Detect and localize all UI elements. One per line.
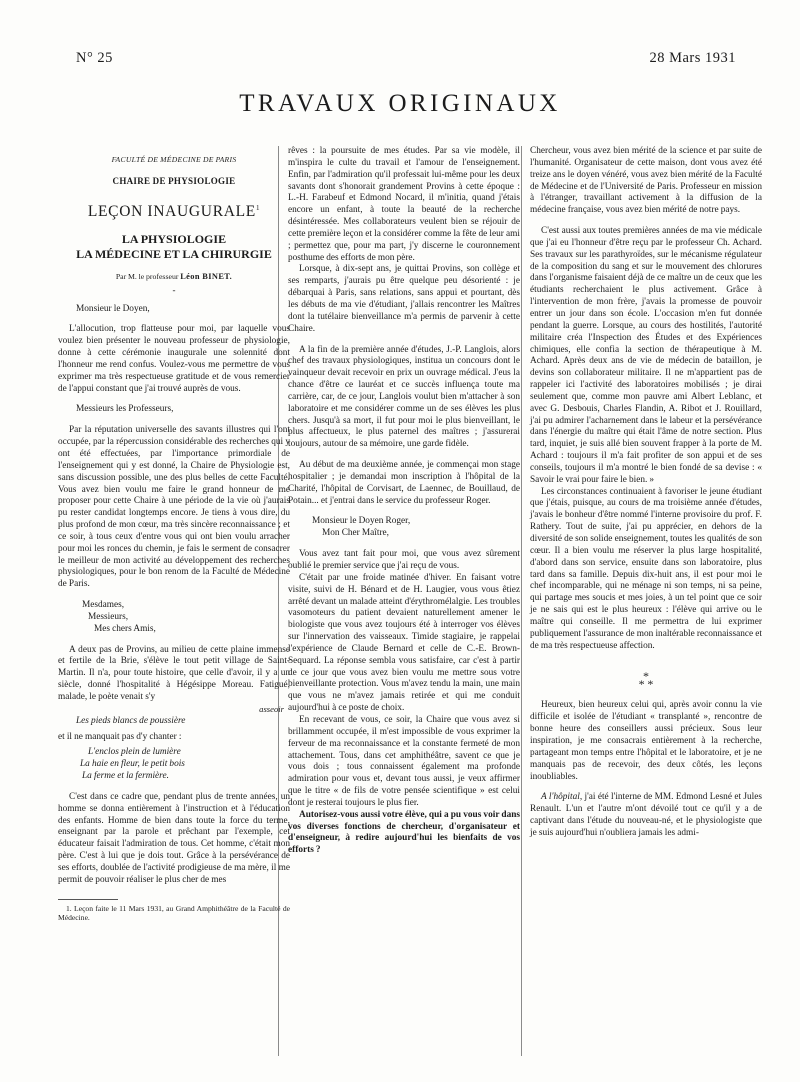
issue-date: 28 Mars 1931 [649,50,736,66]
salutation: Mesdames, [82,600,125,611]
poem-line: L'enclos plein de lumière [88,747,181,758]
paragraph: Chercheur, vous avez bien mérité de la science et par suite de l'humanité. Organisateur de cette maison, dont vous avez été treize ans le doyen vénéré, vous avez bien mérité de la Faculté de Médecine et de l'Université de Paris. Professeur en mission à l'étranger, travaillant activement à la diffusion de la médecine française, vous avez bien mérité de notre pays. [530,146,762,216]
column-1 [58,146,290,923]
salutation: Messieurs les Professeurs, [76,404,174,415]
column-2 [288,146,520,857]
salutation: Messieurs, [88,611,129,622]
footnote-ref: 1 [255,203,261,212]
paragraph: A deux pas de Provins, au milieu de cette plaine immense et fertile de la Brie, s'élève le tout petit village de Saint-Martin. Il n'a, pour toute histoire, que celle d'avoir, il y a un siècle, donné l'hospitalité à Hégésippe Moreau. Fatigué, malade, le poète venait s'y [58,644,290,702]
author-name: Léon BINET. [180,271,233,281]
salutation: Monsieur le Doyen Roger, [312,516,411,527]
salutation: Monsieur le Doyen, [76,303,150,314]
separator-mark: ‐ [172,284,176,295]
paragraph: L'allocution, trop flatteuse pour moi, par laquelle vous voulez bien présenter le nouveau professeur de physiologie, donne à cette cérémonie inaugurale une solennité dont l'honneur me rend confus. Voulez-vous me permettre de vous exprimer ma très respectueuse gratitude et de vous remercier de l'appui constant que j'ai trouvé auprès de vous. [58,324,290,394]
paragraph: En recevant de vous, ce soir, la Chaire que vous avez si brillamment occupée, il m'est impossible de vous exprimer la ferveur de ma reconnaissance et la constante fermeté de mon attachement. Tous, dans cet amphithéâtre, savent ce que je vous dois ; tous connaissent également ma profonde admiration pour vous et, devant tous aussi, je veux affirmer que le titre « de fils de votre pensée scientifique » est celui dont je resterai toujours le plus fier. [288,714,520,808]
paragraph [530,792,762,839]
issue-number: N° 25 [76,50,113,66]
article-title-text: LEÇON INAUGURALE [87,202,256,220]
section-break-stars [530,669,762,692]
subtitle-line-2: LA MÉDECINE ET LA CHIRURGIE [76,246,272,261]
poem-line: asseoir [259,703,284,714]
column-3 [530,146,762,840]
poem-line: La ferme et la fermière. [82,771,169,782]
paragraph: C'est aussi aux toutes premières années de ma vie médicale que j'ai eu l'honneur d'être reçu par le professeur Ch. Achard. Ses travaux sur les parathyroïdes, sur le mécanisme régulateur de la composition du sang et sur le mouvement des chlorures dans l'organisme faisaient déjà de ce maître un de ceux que les étudiants recherchaient le plus activement. Grâce à l'intervention de mon frère, j'avais la promesse de pouvoir entrer un jour dans son école. L'occasion m'en fut donnée pendant la guerre. Lorsque, au cours des hostilités, l'autorité militaire créa l'Inspection des Études et des Expériences chimiques, elle confia la section de thérapeutique à M. Achard. Après deux ans de vie de médecin de bataillon, je devins son collaborateur militaire. Il ne m'appartient pas de rappeler ici l'activité des laboratoires mobilisés ; je dirai seulement que, comme mon pauvre ami Albert Leblanc, et avec G. Desbouis, Charles Flandin, A. Ribot et J. Rouillard, j'ai pu admirer l'acharnement dans le labeur et la persévérance dans l'énergie du maître qui était l'âme de notre section. Plus tard, inquiet, je suis allé bien souvent frapper à la porte de M. Achard : toujours il m'a fait profiter de son appui et de ses conseils, toujours il m'a montré le bien fondé de sa devise : « Savoir le vrai pour faire le bien. » [530,226,762,485]
paragraph: Par la réputation universelle des savants illustres qui l'ont occupée, par la répercussion considérable des recherches qui y ont été effectuées, par l'importance primordiale de l'enseignement qui y est donné, la Chaire de Physiologie est, sans discussion possible, une des plus belles de cette Faculté. Vous avez bien voulu me faire le grand honneur de me proposer pour cette Chaire à une période de la vie où j'aurais pu rester candidat longtemps encore. Je tiens à vous dire, du plus profond de mon cœur, ma très sincère reconnaissance ; et ce soir, à tous ceux d'entre vous qui ont bien voulu arracher pour moi les ronces du chemin, je fais le serment de consacrer le meilleur de mon activité au développement des recherches physiologiques, pour le bon renom de la Faculté de Médecine de Paris. [58,425,290,590]
poem-line: La haie en fleur, le petit bois [80,759,185,770]
paragraph-text: , j'ai été l'interne de MM. Edmond Lesné et Jules Renault. L'un et l'autre m'ont dévoilé tout ce qu'il y a de captivant dans l'étude du nouveau-né, et le physiologiste que je suis aujourd'hui n'oubliera jamais les admi- [530,792,763,838]
poem-line: Les pieds blancs de poussière [76,715,186,726]
chaire-line: CHAIRE DE PHYSIOLOGIE [112,175,236,186]
author-line [58,271,290,283]
faculty-line: FACULTÉ DE MÉDECINE DE PARIS [111,155,237,164]
author-prefix: Par M. le professeur [115,271,181,281]
paragraph: Au début de ma deuxième année, je commençai mon stage hospitalier ; je demandai mon inscription à l'hôpital de la Charité, l'hôpital de Corvisart, de Laennec, de Bouillaud, de Potain... et j'entrai dans le service du professeur Roger. [288,460,520,506]
paragraph: A la fin de la première année d'études, J.-P. Langlois, alors chef des travaux physiologiques, institua un concours dont le vainqueur devait recevoir en prix un ouvrage médical. J'eus la chance d'être ce lauréat et ce succès influença toute ma carrière, car, de ce jour, Langlois voulut bien m'attacher à son laboratoire et me considérer comme un de ses élèves les plus chers. Jusqu'à sa mort, il fut pour moi le plus bienveillant, le plus affectueux, le plus paternel des maîtres ; j'assurerai toujours, autour de sa mémoire, une garde fidèle. [288,344,520,450]
paragraph: C'est dans ce cadre que, pendant plus de trente années, un homme se donna entièrement à l'instruction et à l'éducation des enfants. Homme de bien dans toute la force du terme, enseignant par la parole et prêchant par l'exemple, cet éducateur faisait l'admiration de tous. Cet homme, c'était mon père. C'est à lui que je dois tout. Grâce à la persévérance de ses efforts, doublée de l'activité prodigieuse de ma mère, il me permit de pouvoir réaliser le plus cher de mes [58,791,290,885]
paragraph: rêves : la poursuite de mes études. Par sa vie modèle, il m'inspira le culte du travail et l'amour de l'enseignement. Enfin, par l'admiration qu'il professait lui-même pour les deux savants dont s'honorait grandement Provins à cette époque : L.-H. Farabeuf et Edmond Nocard, il m'initia, quand j'étais encore un enfant, à toute la beauté de la recherche désintéressée. Mes collaborateurs veulent bien se réjouir de cette première leçon et la considérer comme la fête de leur ami ; permettez que, pour ma part, j'y discerne le couronnement posthume des efforts de mon père. [288,146,520,263]
salutation: Mes chers Amis, [94,623,156,634]
footnote-rule [58,899,118,900]
article-title [58,203,290,218]
footnote: 1. Leçon faite le 11 Mars 1931, au Grand Amphithéâtre de la Faculté de Médecine. [58,903,290,923]
section-title: TRAVAUX ORIGINAUX [239,90,561,117]
paragraph: et il ne manquait pas d'y chanter : [58,731,182,742]
paragraph: Vous avez tant fait pour moi, que vous avez sûrement oublié le premier service que j'ai reçu de vous. [288,549,520,571]
subtitle-line-1: LA PHYSIOLOGIE [121,231,227,246]
star-pair: * * [638,677,654,692]
italic-lead: A l'hôpital [541,792,580,803]
paragraph: Autorisez-vous aussi votre élève, qui a pu vous voir dans vos diverses fonctions de chercheur, d'organisateur et d'enseigneur, à redire aujourd'hui les bienfaits de vos efforts ? [288,809,521,856]
salutation: Mon Cher Maître, [322,528,389,539]
column-divider [521,146,522,1056]
paragraph: Lorsque, à dix-sept ans, je quittai Provins, son collège et ses remparts, j'aurais pu être quelque peu désorienté : je débarquai à Paris, sans relations, sans appui et pourtant, dès les débuts de ma vie d'étudiant, j'allais rencontrer les Maîtres dont la tutélaire bienveillance m'a permis de parvenir à cette Chaire. [288,264,520,334]
paragraph: C'était par une froide matinée d'hiver. En faisant votre visite, suivi de H. Bénard et de H. Laugier, vous vous êtiez arrêté devant un malade atteint d'érythromélalgie. Les troubles vasomoteurs du patient devaient naturellement amener le biologiste que vous avez toujours été à interroger vos élèves sur l'innervation des vaisseaux. Timide stagiaire, je rappelai l'expérience de Claude Bernard et celle de C.-E. Brown-Sequard. La réponse sembla vous satisfaire, car c'est à partir de ce jour que vous avez bien voulu me mettre sous votre bienveillante protection. Vous m'avez tendu la main, une main que vous ne m'avez jamais retirée et qui me conduit aujourd'hui à ce poste de choix. [288,572,520,714]
star: * [643,669,649,684]
paragraph: Les circonstances continuaient à favoriser le jeune étudiant que j'étais, puisque, au cours de ma troisième année d'études, j'avais le bonheur d'être nommé l'interne provisoire du prof. F. Rathery. Tout de suite, j'ai pu apprécier, en dehors de la diversité de son solide enseignement, toutes les qualités de son cœur. Il a bien voulu me réserver la plus large hospitalité, d'abord dans son service, ensuite dans son laboratoire, plus tard dans sa famille. Depuis dix-huit ans, il est pour moi le chef incomparable, qui ne ménage ni son temps, ni sa peine, qui partage mes soucis et mes joies, à un tel point que ce soir je ne sais qui est le plus heureux : l'élève qui arrive ou le maître qui conseille. Il me permettra de lui exprimer publiquement l'assurance de mon inaltérable reconnaissance et de ma très respectueuse affection. [530,486,762,651]
paragraph: Heureux, bien heureux celui qui, après avoir connu la vie difficile et isolée de l'étudiant « transplanté », rencontre de bonne heure des conseillers aussi précieux. Sous leur inspiration, je me consacrais entièrement à la recherche, partageant mon temps entre l'hôpital et le laboratoire, et je ne manquais pas de recevoir, des deux côtés, les leçons inoubliables. [530,700,762,782]
